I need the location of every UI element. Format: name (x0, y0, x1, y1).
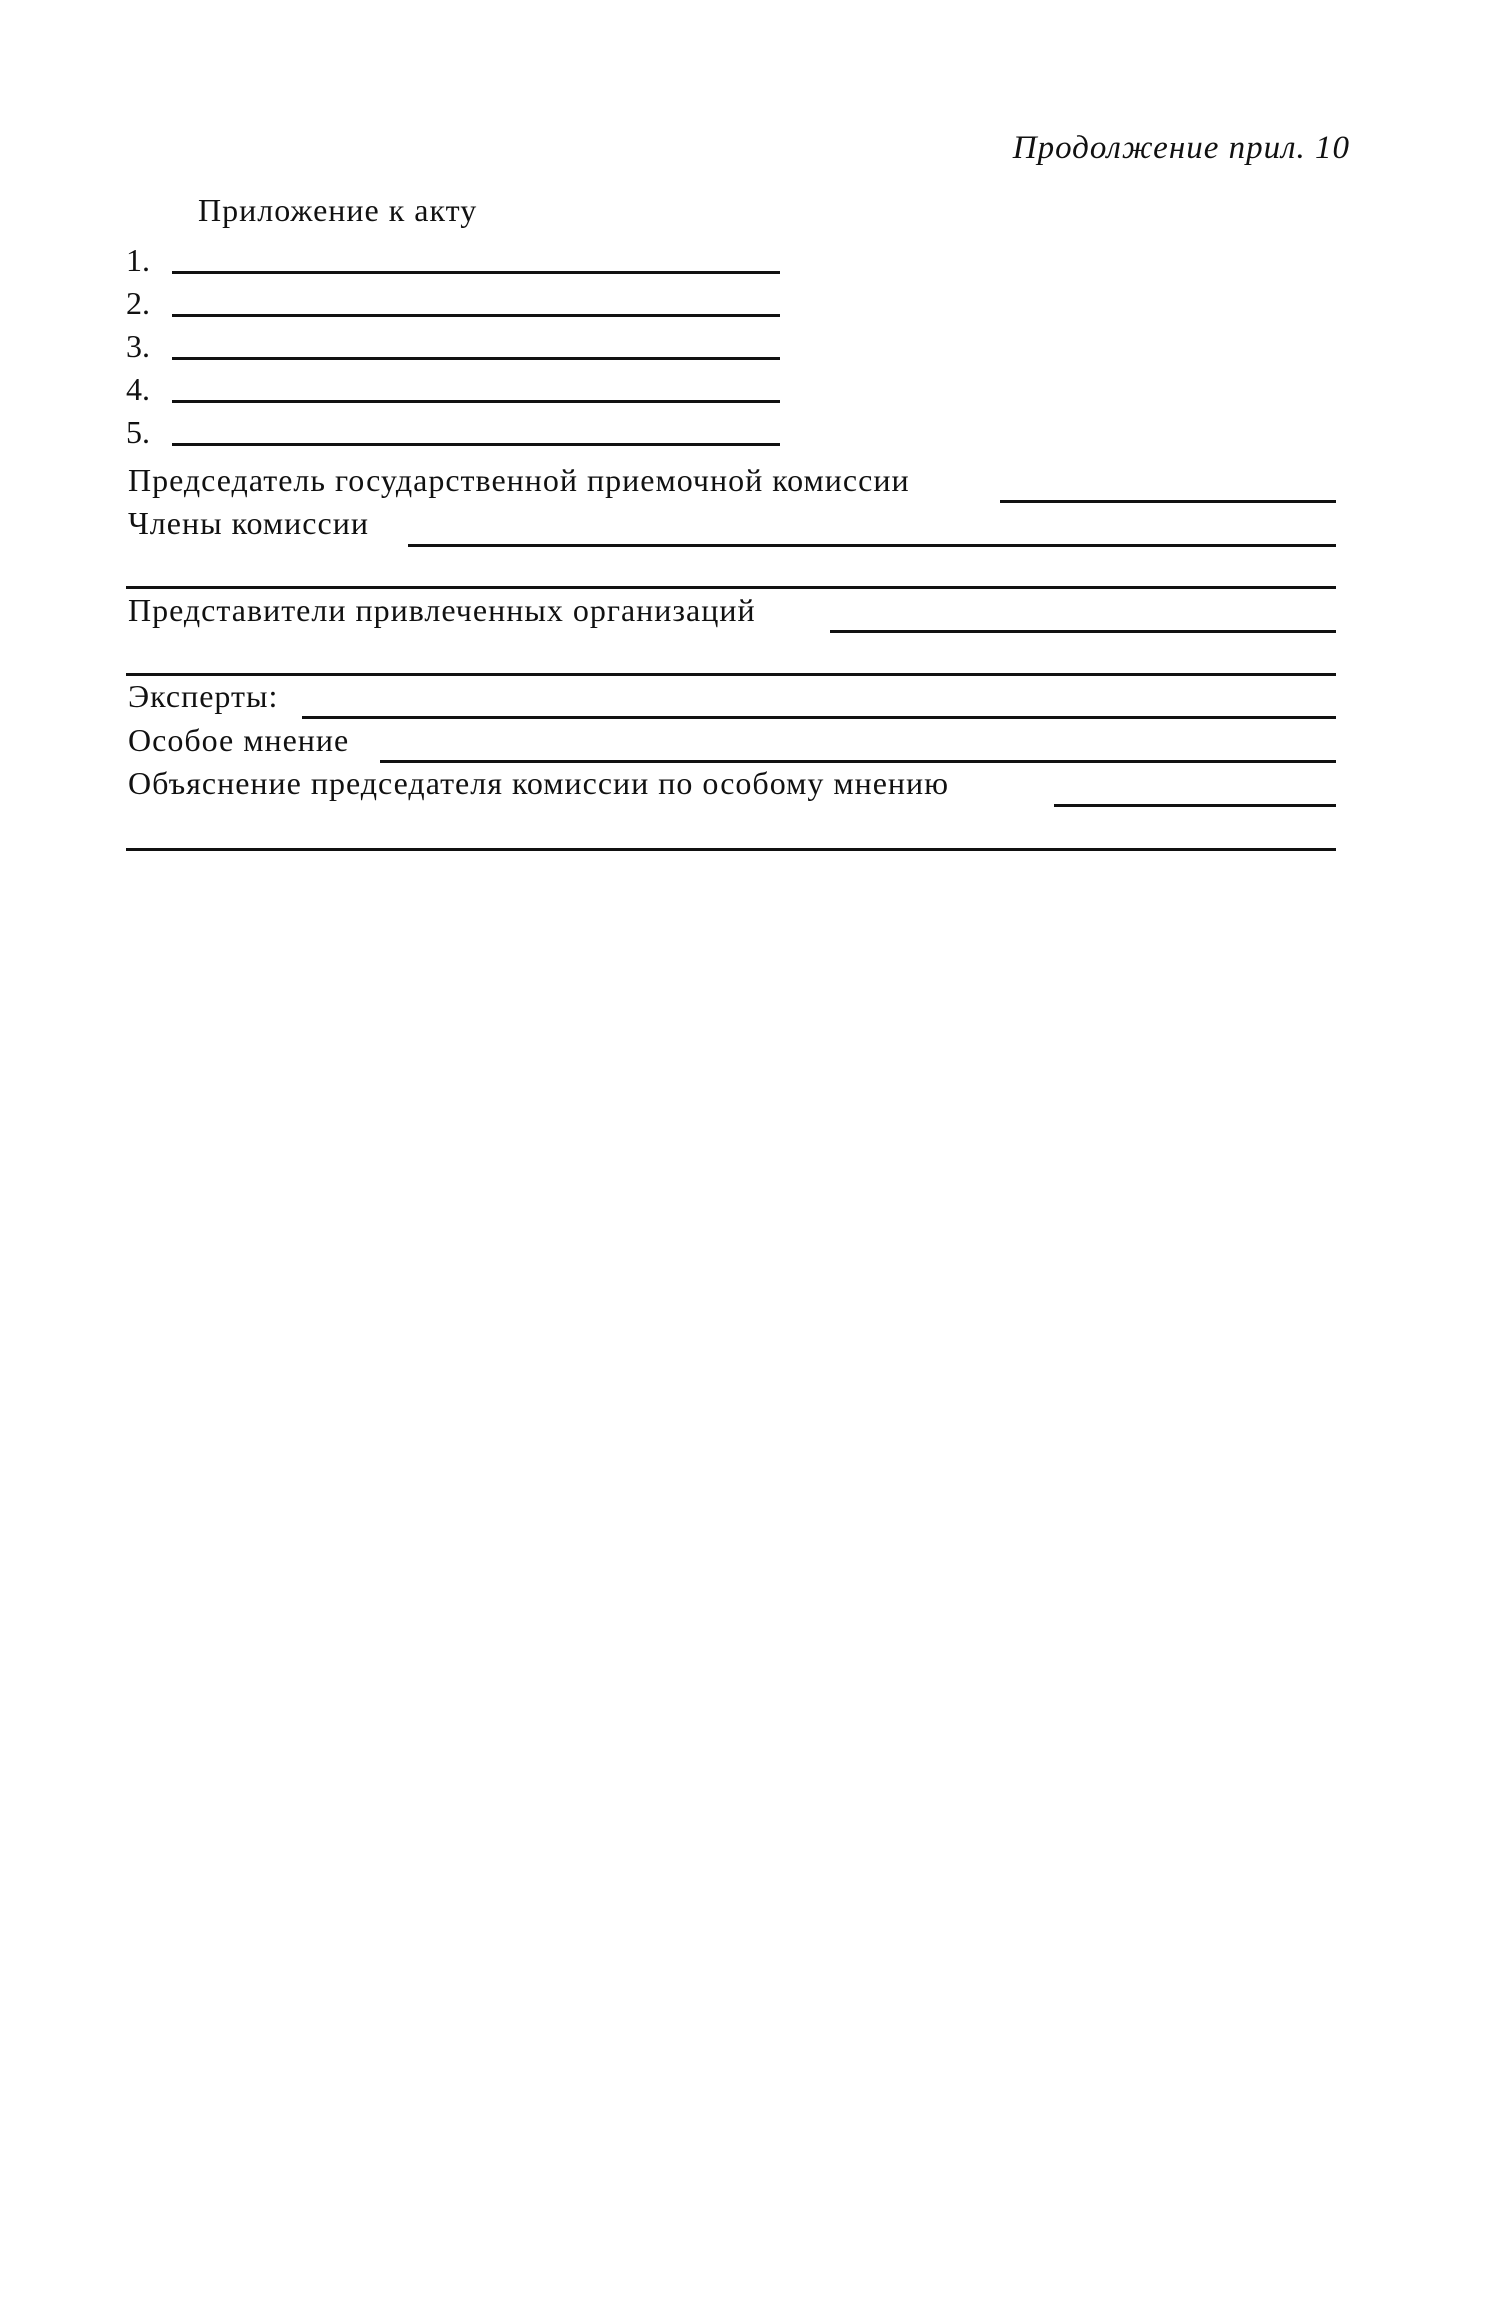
representatives-line-2[interactable] (126, 673, 1336, 676)
appendix-item-number: 3. (126, 328, 150, 364)
appendix-item-number: 2. (126, 285, 150, 321)
representatives-label: Представители привлеченных организаций (128, 592, 756, 628)
members-line-2[interactable] (126, 586, 1336, 589)
appendix-item-5 (126, 412, 666, 452)
experts-label: Эксперты: (128, 678, 279, 714)
page-header: Продолжение прил. 10 (1012, 130, 1350, 166)
appendix-item-number: 1. (126, 242, 150, 278)
appendix-item-1 (126, 240, 666, 280)
appendix-item-line[interactable] (172, 443, 780, 446)
experts-line[interactable] (302, 716, 1336, 719)
special-opinion-label: Особое мнение (128, 722, 350, 758)
members-line-1[interactable] (408, 544, 1336, 547)
chairman-explanation-line-2[interactable] (126, 848, 1336, 851)
appendix-item-3 (126, 326, 666, 366)
representatives-line-1[interactable] (830, 630, 1336, 633)
chairman-explanation-line-1[interactable] (1054, 804, 1336, 807)
appendix-item-number: 4. (126, 371, 150, 407)
appendix-item-2 (126, 283, 666, 323)
appendix-title: Приложение к акту (198, 192, 478, 228)
appendix-item-line[interactable] (172, 271, 780, 274)
appendix-item-line[interactable] (172, 400, 780, 403)
appendix-item-line[interactable] (172, 314, 780, 317)
appendix-item-number: 5. (126, 414, 150, 450)
chairman-explanation-label: Объяснение председателя комиссии по особому мнению (128, 765, 950, 801)
chairman-signature-line[interactable] (1000, 500, 1336, 503)
appendix-item-4 (126, 369, 666, 409)
members-label: Члены комиссии (128, 505, 369, 541)
appendix-item-line[interactable] (172, 357, 780, 360)
chairman-label: Председатель государственной приемочной комиссии (128, 462, 910, 498)
